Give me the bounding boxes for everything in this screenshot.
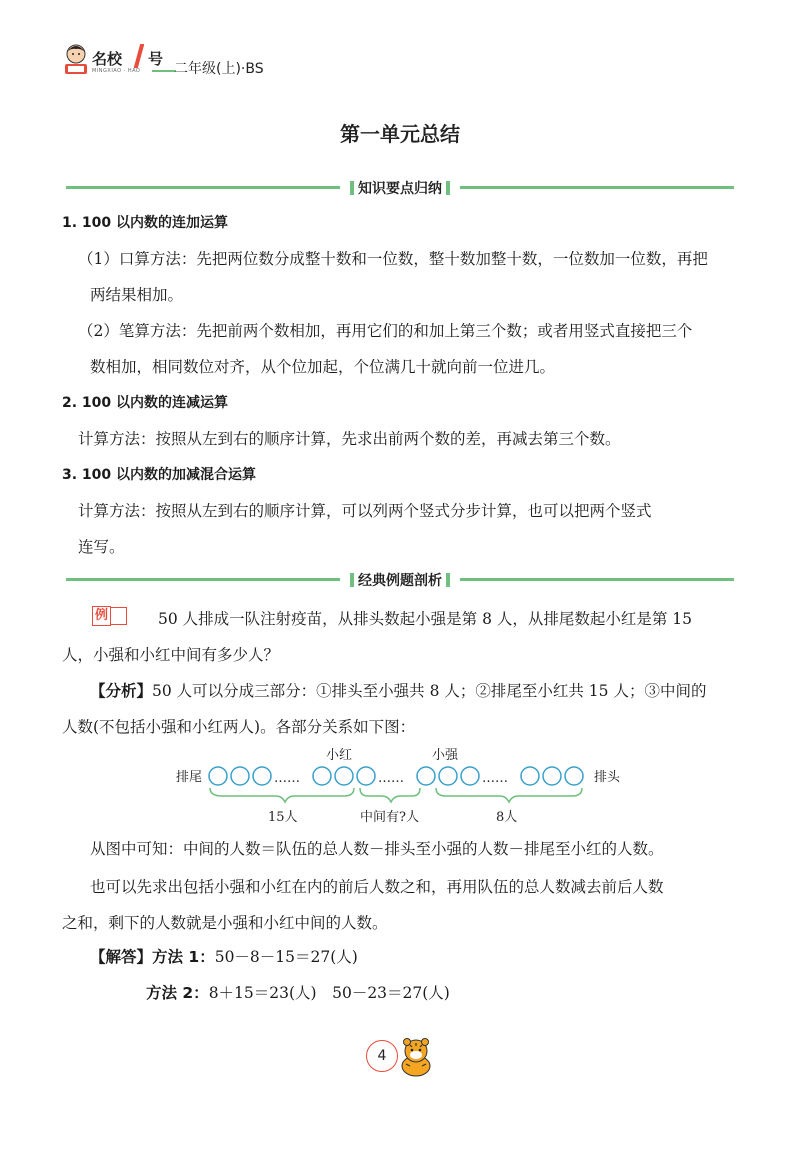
queue-circle (313, 767, 331, 785)
brace-label-8: 8人 (496, 810, 518, 825)
brace-15 (210, 788, 354, 802)
knowledge-item-3-line2: 连写。 (78, 538, 125, 556)
knowledge-item-1-p2-line2: 数相加，相同数位对齐，从个位加起，个位满几十就向前一位进几。 (90, 358, 556, 376)
analysis-label: 【分析】 (90, 682, 153, 700)
queue-circle (335, 767, 353, 785)
queue-circle (521, 767, 539, 785)
label-xiaohong: 小红 (326, 748, 353, 763)
section-title-examples: 经典例题剖析 (358, 573, 442, 589)
method2-label: 方法 2： (146, 984, 209, 1002)
label-queue-head: 排头 (594, 770, 621, 785)
brace-8 (436, 788, 582, 802)
dots-2: …… (378, 771, 404, 786)
knowledge-item-1-p2-line1: （2）笔算方法：先把前两个数相加，再用它们的和加上第三个数；或者用竖式直接把三个 (78, 322, 693, 340)
queue-circle (461, 767, 479, 785)
logo-sub-text: MINGXIAO · HAO (92, 68, 141, 74)
page-number: 4 (366, 1040, 398, 1072)
analysis-line1: 50 人可以分成三部分：①排头至小强共 8 人；②排尾至小红共 15 人；③中间的 (152, 682, 707, 700)
example-question-line2: 人，小强和小红中间有多少人？ (62, 646, 280, 664)
example-tag: 例 (92, 606, 111, 626)
label-xiaoqiang: 小强 (432, 748, 459, 763)
knowledge-item-1-p1-line1: （1）口算方法：先把两位数分成整十数和一位数，整十数加整十数，一位数加一位数，再把 (78, 250, 708, 268)
example-question-line1: 50 人排成一队注射疫苗，从排头数起小强是第 8 人，从排尾数起小红是第 15 (158, 610, 693, 628)
answer-line2 (146, 982, 450, 1004)
queue-circle (357, 767, 375, 785)
section-title-knowledge: 知识要点归纳 (358, 181, 442, 197)
queue-circle (417, 767, 435, 785)
queue-circle (231, 767, 249, 785)
knowledge-item-1-p1-line2: 两结果相加。 (90, 286, 184, 304)
explain-line1: 从图中可知：中间的人数＝队伍的总人数－排头至小强的人数－排尾至小红的人数。 (90, 840, 664, 858)
logo-num-text: 号 (148, 50, 164, 68)
method2-expression: 8＋15＝23(人) 50－23＝27(人) (208, 984, 450, 1002)
brace-label-15: 15人 (268, 810, 298, 825)
brace-label-middle: 中间有?人 (360, 810, 419, 825)
logo-main-text: 名校 (92, 50, 123, 68)
method1-label: 方法 1： (152, 948, 215, 966)
method1-expression: 50－8－15＝27(人) (214, 948, 358, 966)
queue-circle (543, 767, 561, 785)
knowledge-item-3-line1: 计算方法：按照从左到右的顺序计算，可以列两个竖式分步计算，也可以把两个竖式 (78, 502, 652, 520)
dots-3: …… (482, 771, 508, 786)
answer-label: 【解答】 (90, 948, 153, 966)
knowledge-item-1-title: 1. 100 以内数的连加运算 (62, 215, 229, 231)
grade-label: 二年级(上)·BS (174, 61, 264, 77)
brace-middle (360, 788, 420, 802)
explain-line2: 也可以先求出包括小强和小红在内的前后人数之和，再用队伍的总人数减去前后人数 (90, 878, 664, 896)
knowledge-item-2-line1: 计算方法：按照从左到右的顺序计算，先求出前两个数的差，再减去第三个数。 (78, 430, 621, 448)
tiger-mascot-icon (396, 1036, 436, 1078)
knowledge-item-2-title: 2. 100 以内数的连减运算 (62, 395, 229, 411)
dots-1: …… (274, 771, 300, 786)
answer-line1 (90, 946, 358, 968)
knowledge-item-3-title: 3. 100 以内数的加减混合运算 (62, 467, 257, 483)
page-title: 第一单元总结 (340, 122, 460, 146)
queue-circle (209, 767, 227, 785)
explain-line3: 之和，剩下的人数就是小强和小红中间的人数。 (62, 914, 388, 932)
queue-circle (439, 767, 457, 785)
queue-circle (253, 767, 271, 785)
queue-circle (565, 767, 583, 785)
analysis-line2: 人数(不包括小强和小红两人)。各部分关系如下图： (62, 718, 416, 736)
label-queue-tail: 排尾 (176, 770, 203, 785)
